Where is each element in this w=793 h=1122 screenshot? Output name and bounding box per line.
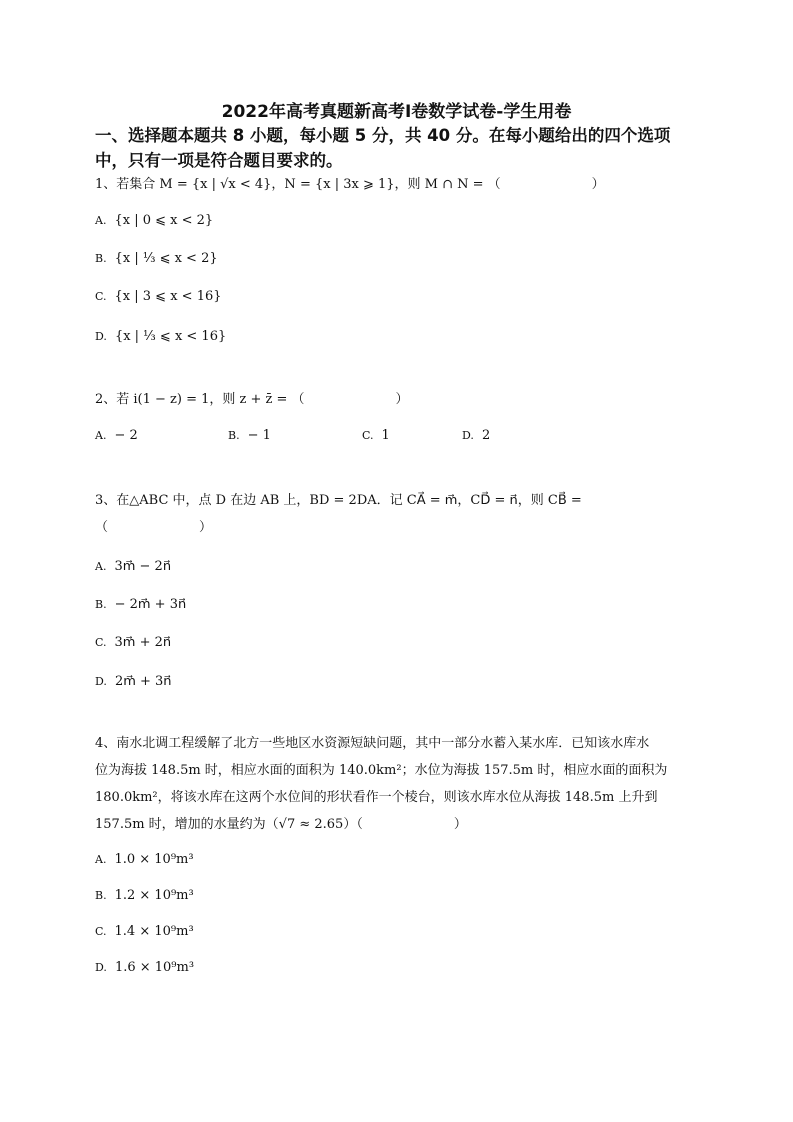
option-text: {x | 3 ⩽ x < 16} [114,289,222,304]
question-3-option-a [95,557,171,577]
question-2-stem: 2、若 i(1 − z) = 1，则 z + z̄ = （ ） [95,392,409,407]
question-3-option-c [95,633,171,653]
question-2-option-d [462,426,490,446]
question-2-option-c [362,426,390,446]
option-label: D. [462,429,474,442]
section-heading-line2: 中，只有一项是符合题目要求的。 [95,151,343,170]
question-4-stem-line2: 位为海拔 148.5m 时，相应水面的面积为 140.0km²；水位为海拔 157.5m 时，相应水面的面积为 [95,763,668,778]
section-heading-line1: 一、选择题本题共 8 小题，每小题 5 分，共 40 分。在每小题给出的四个选项 [95,126,671,145]
question-3-stem: 3、在△ABC 中，点 D 在边 AB 上，BD = 2DA．记 CA⃗ = m⃗，CD⃗ = n⃗，则 CB⃗ = [95,493,582,508]
question-3-stem-paren: （ ） [95,520,213,535]
option-text: 1.0 × 10⁹m³ [114,852,194,867]
option-text: − 2 [114,428,138,443]
question-3-option-d [95,672,172,692]
option-label: D. [95,675,107,688]
option-label: C. [95,925,107,938]
option-text: 1 [381,428,390,443]
option-text: 3m⃗ − 2n⃗ [114,559,172,574]
document-title: 2022年高考真题新高考I卷数学试卷-学生用卷 [221,102,572,122]
option-text: 2m⃗ + 3n⃗ [114,674,172,689]
option-label: B. [95,889,107,902]
option-label: A. [95,214,107,227]
option-text: 3m⃗ + 2n⃗ [114,635,172,650]
question-4-stem-line1: 4、南水北调工程缓解了北方一些地区水资源短缺问题，其中一部分水蓄入某水库．已知该水库水 [95,736,650,751]
question-2-option-b [228,426,271,446]
option-label: D. [95,330,107,343]
option-text: 1.4 × 10⁹m³ [114,924,194,939]
question-4-stem-line3: 180.0km²，将该水库在这两个水位间的形状看作一个棱台，则该水库水位从海拔 148.5m 上升到 [95,790,658,805]
question-4-stem-line4: 157.5m 时，增加的水量约为（√7 ≈ 2.65）（ ） [95,817,467,832]
option-label: A. [95,429,107,442]
question-4-option-d [95,958,194,978]
question-4-option-b [95,886,194,906]
option-text: 2 [481,428,491,443]
option-text: {x | ⅓ ⩽ x < 2} [114,251,218,266]
option-label: B. [95,598,107,611]
option-label: D. [95,961,107,974]
option-label: A. [95,853,107,866]
question-1-option-c [95,287,222,307]
option-label: C. [362,429,374,442]
question-1-stem: 1、若集合 M = {x | √x < 4}，N = {x | 3x ⩾ 1}，则 M ∩ N = （ ） [95,177,605,192]
option-label: C. [95,636,107,649]
option-text: − 1 [247,428,271,443]
question-1-option-d [95,327,226,347]
question-1-option-a [95,211,213,231]
option-label: B. [95,252,107,265]
question-4-option-a [95,850,194,870]
question-3-option-b [95,595,186,615]
option-label: C. [95,290,107,303]
question-4-option-c [95,922,194,942]
option-label: A. [95,560,107,573]
option-text: {x | 0 ⩽ x < 2} [114,213,214,228]
option-text: {x | ⅓ ⩽ x < 16} [114,329,227,344]
question-2-option-a [95,426,138,446]
question-1-option-b [95,249,218,269]
option-label: B. [228,429,240,442]
option-text: 1.2 × 10⁹m³ [114,888,194,903]
option-text: − 2m⃗ + 3n⃗ [114,597,187,612]
option-text: 1.6 × 10⁹m³ [114,960,195,975]
